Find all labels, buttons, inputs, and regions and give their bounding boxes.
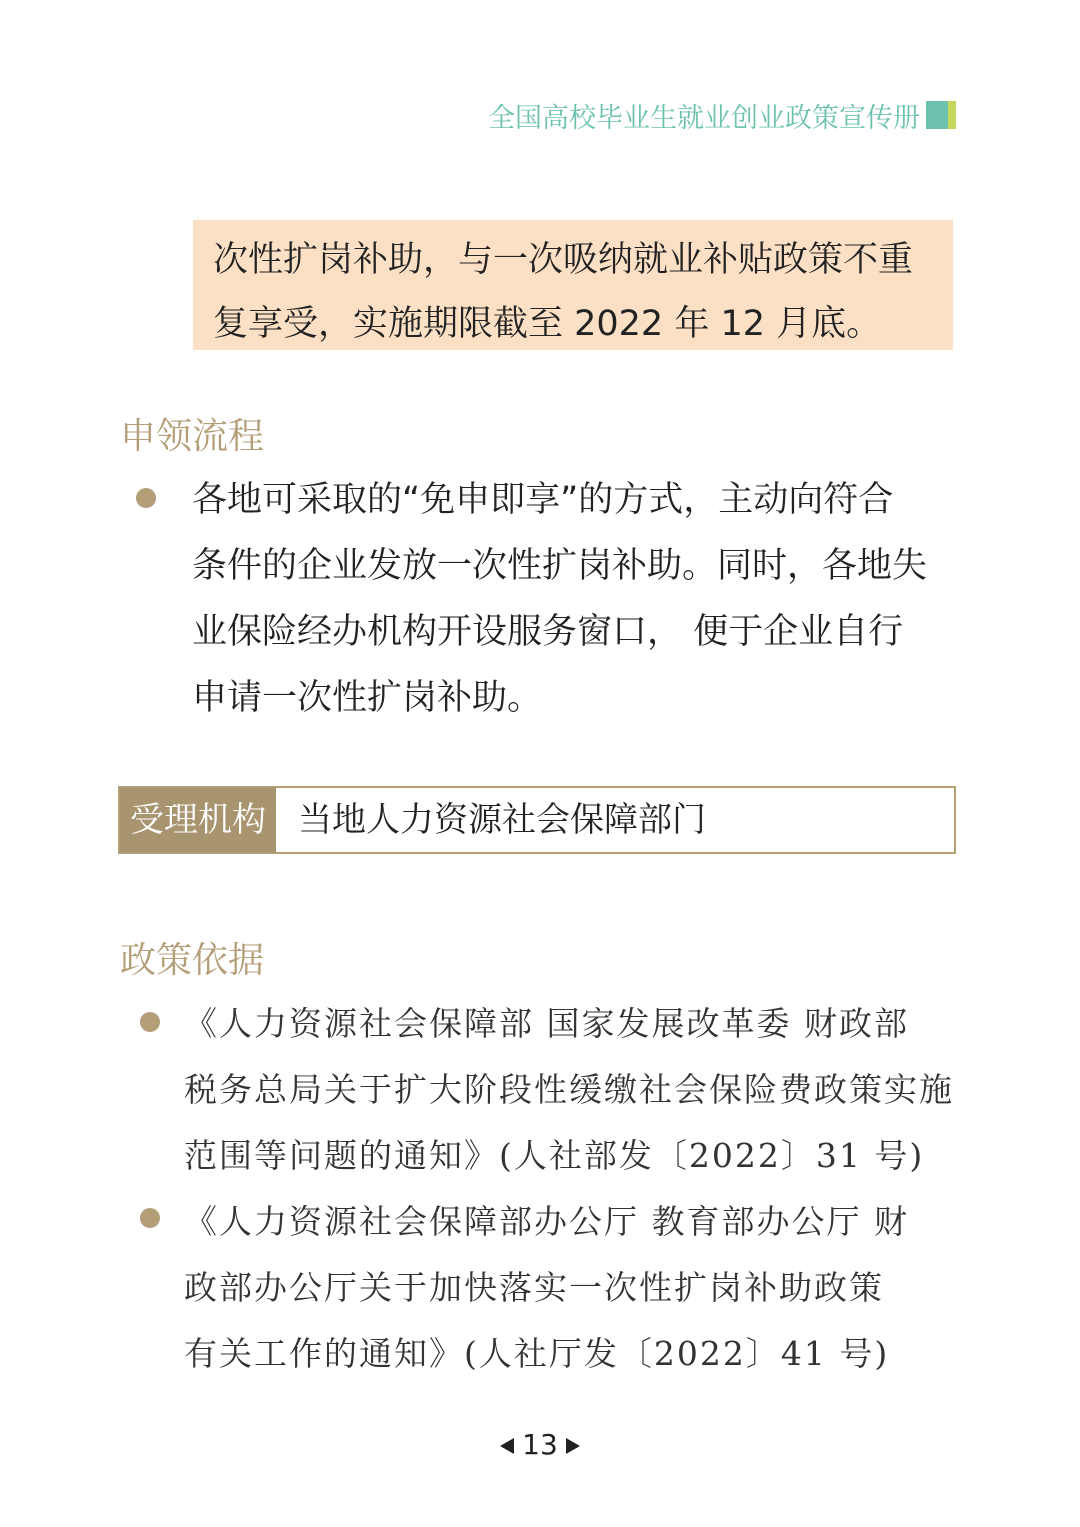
- header-mark-square: [926, 101, 948, 129]
- header-mark-icon: [926, 101, 956, 129]
- page-number: [0, 1428, 1080, 1461]
- triangle-left-icon: [500, 1438, 514, 1454]
- page-number-value: 13: [522, 1428, 558, 1461]
- bullet-dot-icon: [140, 1208, 160, 1228]
- basis-item-line: 《人力资源社会保障部办公厅 教育部办公厅 财: [184, 1202, 909, 1241]
- highlight-line: 次性扩岗补助，与一次吸纳就业补贴政策不重: [213, 240, 914, 280]
- org-label: 受理机构: [120, 788, 276, 852]
- basis-item-line: 《人力资源社会保障部 国家发展改革委 财政部: [184, 1004, 909, 1043]
- basis-heading: 政策依据: [120, 940, 265, 981]
- basis-item-line: 有关工作的通知》(人社厅发〔2022〕41 号): [184, 1334, 890, 1373]
- basis-item-line: 范围等问题的通知》(人社部发〔2022〕31 号): [184, 1136, 925, 1175]
- triangle-right-icon: [566, 1438, 580, 1454]
- process-line: 条件的企业发放一次性扩岗补助。同时，各地失: [192, 546, 928, 586]
- highlight-line: 复享受，实施期限截至 2022 年 12 月底。: [213, 304, 882, 344]
- process-heading: 申领流程: [120, 416, 265, 457]
- bullet-dot-icon: [140, 1012, 160, 1032]
- process-line: 各地可采取的“免申即享”的方式，主动向符合: [192, 480, 894, 520]
- org-value: 当地人力资源社会保障部门: [298, 800, 706, 840]
- org-box: [118, 786, 956, 854]
- header-mark-accent: [948, 101, 956, 129]
- process-line: 业保险经办机构开设服务窗口， 便于企业自行: [192, 612, 904, 652]
- header-title: 全国高校毕业生就业创业政策宣传册: [488, 103, 920, 134]
- basis-item-line: 政部办公厅关于加快落实一次性扩岗补助政策: [184, 1268, 884, 1307]
- bullet-dot-icon: [136, 488, 156, 508]
- basis-item-line: 税务总局关于扩大阶段性缓缴社会保险费政策实施: [184, 1070, 954, 1109]
- process-line: 申请一次性扩岗补助。: [192, 678, 543, 718]
- highlight-box: [193, 220, 953, 350]
